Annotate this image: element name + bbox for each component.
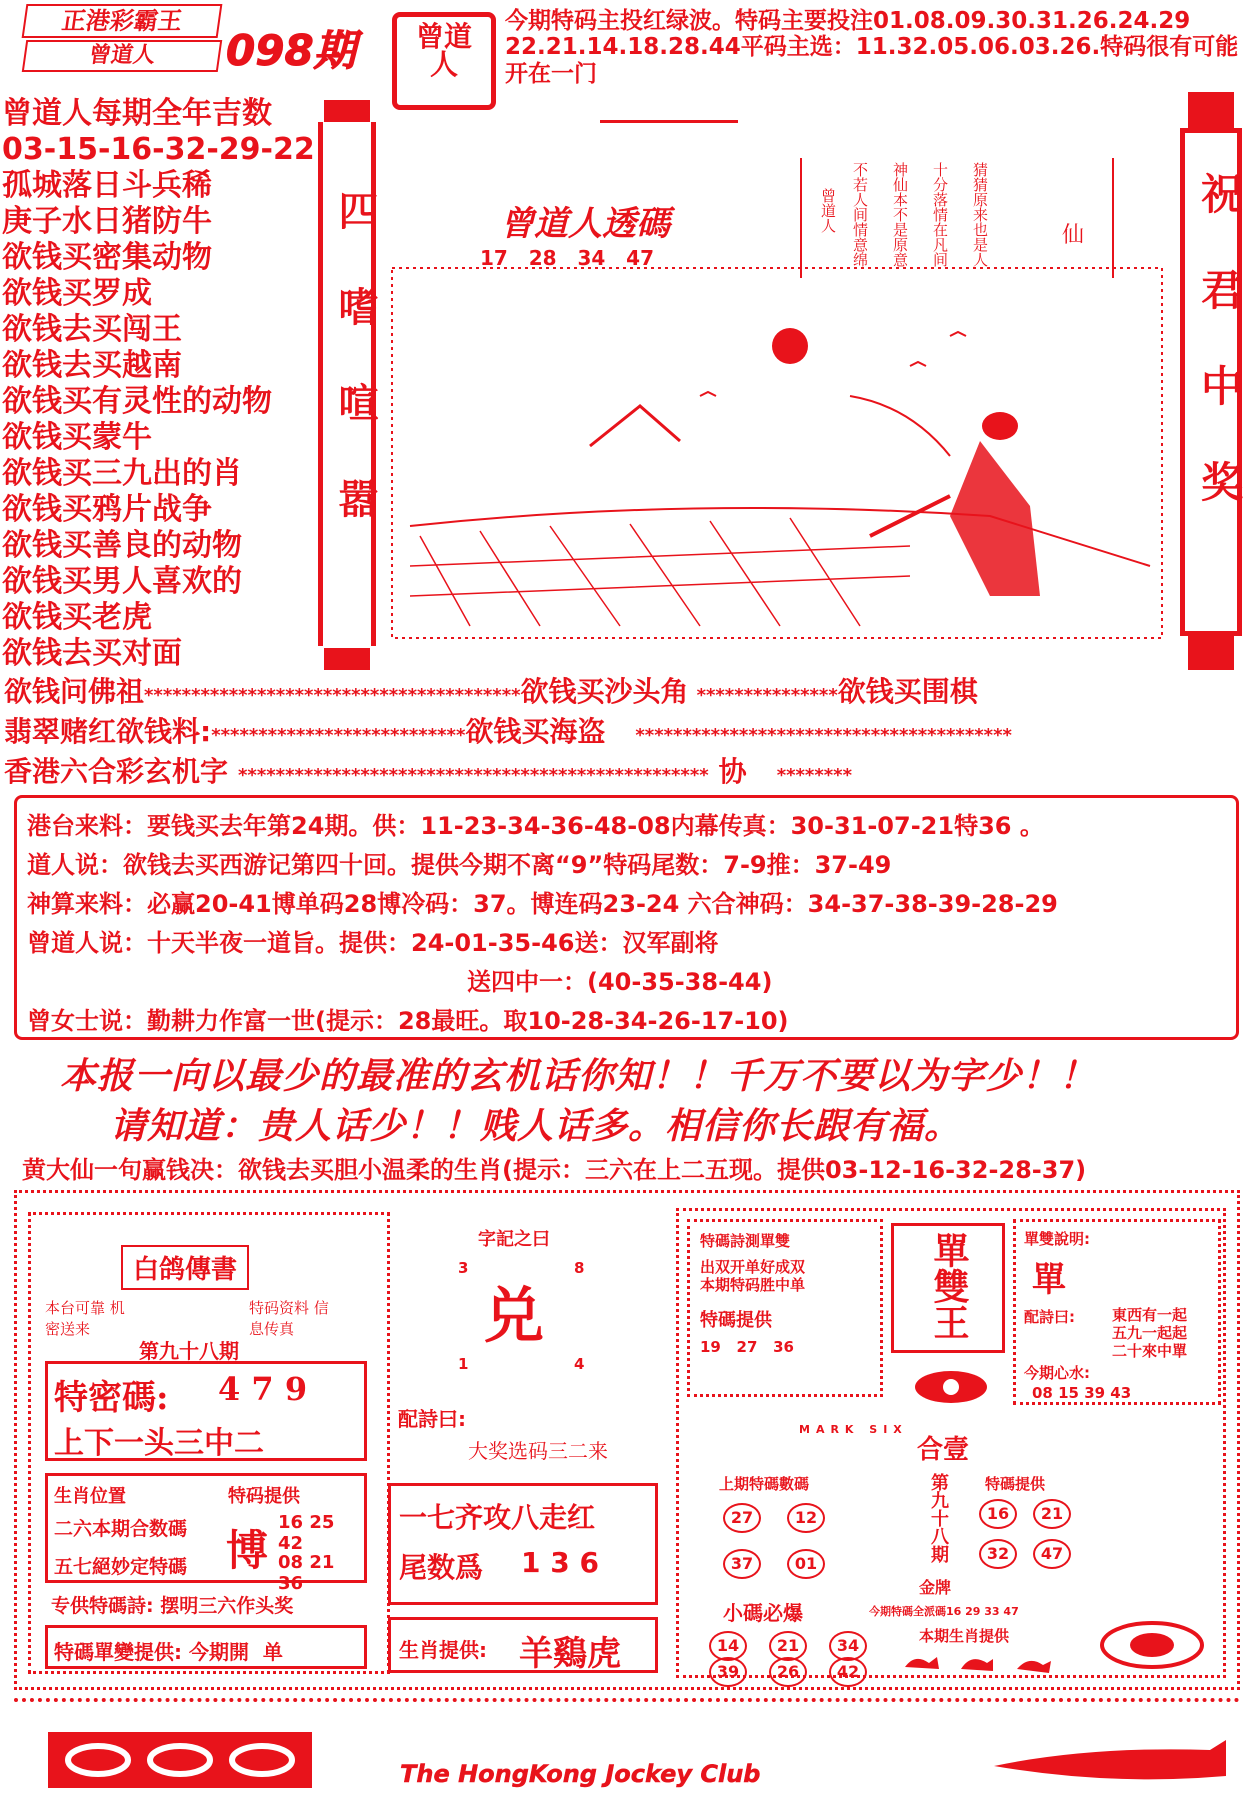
fisherman-illustration	[390, 266, 1170, 646]
sub-title: 上期特碼數碼	[719, 1475, 810, 1493]
number-circle: 21	[1033, 1499, 1071, 1529]
riddle-label: 翡翠赌红欲钱料:	[4, 715, 212, 748]
rt-nums: 08 15 39 43	[1032, 1384, 1132, 1402]
brand-line-1: 正港彩霸王	[22, 4, 223, 38]
list-item: 曾道人每期全年吉数	[2, 96, 272, 131]
jockey-club-name: The HongKong Jockey Club	[400, 1760, 761, 1788]
mid-sub: 金牌	[919, 1578, 952, 1597]
notice-line: 22.21.14.18.28.44平码主选：11.32.05.06.03.26.特码很有可能	[505, 34, 1239, 61]
number-circle: 16	[979, 1499, 1017, 1529]
sx-line: 五七絕妙定特碼	[54, 1556, 188, 1578]
bottom-row-text: 特碼單變提供: 今期開 单	[54, 1640, 283, 1664]
tema-label: 特密碼:	[54, 1378, 169, 1418]
number-circle: 42	[829, 1657, 867, 1687]
riddle-label: 香港六合彩玄机字	[4, 755, 229, 788]
list-item: 欲钱买蒙牛	[2, 420, 152, 455]
riddle-stars: ********	[776, 765, 852, 786]
heji-title: 合壹	[917, 1435, 970, 1465]
number-circle: 12	[787, 1503, 825, 1533]
swoosh-logo-icon	[990, 1736, 1230, 1786]
notice-line: 今期特码主投红绿波。特码主要投注01.08.09.30.31.26.24.29	[505, 8, 1191, 34]
riddle-mid: 协	[718, 755, 747, 788]
riddle-row	[4, 710, 1012, 750]
list-item: 欲钱去买越南	[2, 348, 182, 383]
big-char: 兑	[484, 1282, 544, 1352]
number-circle: 34	[829, 1631, 867, 1661]
center-line1: 一七齐攻八走红	[399, 1501, 596, 1534]
period-label: 第九十八期	[139, 1339, 239, 1363]
corner-num: 3	[458, 1259, 469, 1277]
info-row: 曾女士说：勤耕力作富一世(提示：28最旺。取10-28-34-26-17-10)	[27, 1007, 789, 1035]
corner-num: 1	[458, 1355, 469, 1373]
king-box	[891, 1223, 1005, 1353]
bo-nums: 08 21 36	[278, 1552, 335, 1594]
number-circle: 26	[769, 1657, 807, 1687]
king-title: 單雙王	[928, 1232, 970, 1340]
info-row: 神算来料：必赢20-41博单码28博冷码：37。博连码23-24 六合神码：34-37-38-39-28-29	[27, 890, 1058, 918]
slogan: 本报一向以最少的最准的玄机话你知！！千万不要以为字少！！	[60, 1055, 1097, 1097]
poem-author: 曾道人	[819, 188, 837, 233]
center-picture	[390, 126, 1175, 656]
side-right-note: 特码资料 信息传真	[249, 1299, 329, 1338]
number-circle: 27	[723, 1503, 761, 1533]
tail-value: 1 3 6	[521, 1546, 599, 1579]
bottom-center-panel	[398, 1225, 668, 1685]
code-line: 今期特碼全派碼16 29 33 47	[869, 1605, 1019, 1618]
issue-number: 098期	[226, 26, 356, 75]
poem-box	[800, 158, 1114, 278]
number-circle: 32	[979, 1539, 1017, 1569]
box1-nums: 19 27 36	[700, 1338, 794, 1356]
picture-numbers: 17 28 34 47	[480, 246, 654, 270]
bo-char: 博	[226, 1526, 269, 1575]
riddle-stars: ***************	[696, 685, 838, 706]
dotted-divider	[14, 1698, 1240, 1702]
list-item: 欲钱去买闯王	[2, 312, 182, 347]
left-list	[2, 96, 315, 672]
brand-line-2: 曾道人	[22, 40, 222, 72]
riddle-row	[4, 750, 852, 790]
brand-logo	[24, 4, 220, 70]
mid-title: 第九十八期	[928, 1473, 949, 1563]
list-item: 欲钱买罗成	[2, 276, 152, 311]
list-item: 03-15-16-32-29-22	[2, 132, 315, 167]
riddle-stars: ****************************************	[635, 725, 1012, 746]
scroll-text: 祝君中奖	[1195, 172, 1244, 556]
top-notice	[505, 8, 1250, 87]
tail-label: 尾数爲	[399, 1551, 484, 1584]
animal-icons	[899, 1647, 1059, 1677]
slogan: 请知道：贵人话少！！贱人话多。相信你长跟有福。	[110, 1105, 962, 1147]
seal-text: 曾道人	[415, 20, 472, 81]
tema-poem: 专供特碼詩: 摆明三六作头奖	[51, 1595, 294, 1617]
list-item: 庚子水日猪防牛	[2, 204, 212, 239]
tema-line2: 上下一头三中二	[54, 1426, 264, 1461]
rt-water: 今期心水:	[1024, 1364, 1090, 1382]
shengxiao-box	[45, 1473, 367, 1594]
list-item: 欲钱去买对面	[2, 636, 182, 671]
info-box	[14, 795, 1239, 1040]
scroll-text: 四嗜喧嚣	[332, 190, 379, 574]
tema-box	[45, 1361, 367, 1461]
list-item: 欲钱买善良的动物	[2, 528, 242, 563]
box1-title: 特碼詩測單雙	[700, 1232, 791, 1250]
notice-underline	[600, 120, 738, 123]
right-scroll	[1180, 92, 1242, 670]
center-lower-box	[388, 1483, 658, 1605]
number-circle: 21	[769, 1631, 807, 1661]
poem-line: 神仙本不是原意	[891, 162, 909, 267]
riddle-end: 欲钱买围棋	[837, 675, 978, 708]
riddle-stars: ***************************	[211, 725, 466, 746]
number-circle: 14	[709, 1631, 747, 1661]
left-scroll	[318, 100, 379, 670]
mark-six-strip: MARK SIX	[799, 1423, 908, 1436]
poem-line: 十分落情在凡间	[931, 162, 949, 267]
box1-line: 本期特码胜中单	[700, 1276, 806, 1294]
center-poem-label: 配詩曰:	[398, 1407, 466, 1431]
sx-label: 生肖位置	[54, 1486, 126, 1507]
tema-value: 4 7 9	[218, 1370, 308, 1408]
poem-label: 仙	[1062, 223, 1085, 248]
sx-line: 二六本期合数碼	[54, 1518, 188, 1540]
shuang-box	[687, 1219, 883, 1397]
box1-line: 出双开单好成双	[700, 1258, 806, 1276]
side-left-note: 本台可靠 机密送来	[45, 1299, 125, 1338]
riddle-stars: ****************************************	[144, 685, 521, 706]
sx-box	[388, 1617, 658, 1673]
small-code-label: 小碼必爆	[723, 1601, 803, 1625]
list-item: 孤城落日斗兵稀	[2, 168, 212, 203]
animal-label: 本期生肖提供	[919, 1627, 1010, 1645]
pigeon-title: 白鸽傳書	[121, 1245, 249, 1290]
rt-line: 五九一起起	[1112, 1324, 1188, 1342]
riddle-mid: 欲钱买海盗	[465, 715, 606, 748]
list-item: 欲钱买老虎	[2, 600, 152, 635]
notice-line: 开在一门	[505, 60, 597, 87]
riddle-label: 欲钱问佛祖	[4, 675, 145, 708]
corner-num: 4	[574, 1355, 585, 1373]
tejiao-label: 特码提供	[228, 1486, 300, 1507]
bottom-right-panel	[676, 1208, 1226, 1681]
list-item: 欲钱买男人喜欢的	[2, 564, 242, 599]
explain-box	[1013, 1219, 1221, 1405]
char-title: 字記之曰	[478, 1229, 550, 1250]
number-circle: 39	[709, 1657, 747, 1687]
huang-daxian-line: 黄大仙一句赢钱决：欲钱去买胆小温柔的生肖(提示：三六在上二五现。提供03-12-16-32-28-37)	[22, 1156, 1087, 1184]
rt-label: 配詩曰:	[1024, 1308, 1075, 1326]
picture-title: 曾道人透碼	[500, 204, 670, 244]
list-item: 欲钱买密集动物	[2, 240, 212, 275]
rt-line: 二十來中單	[1112, 1342, 1188, 1360]
bo-nums: 16 25 42	[278, 1512, 335, 1554]
box1-provide: 特碼提供	[700, 1310, 772, 1331]
sx-provide: 羊鷄虎	[519, 1634, 621, 1674]
rt-big: 單	[1032, 1260, 1066, 1300]
rt-line: 東西有一起	[1112, 1306, 1188, 1324]
poem-line: 不若人间情意绵	[851, 162, 869, 267]
riddle-row	[4, 670, 978, 710]
rt-title: 單雙說明:	[1024, 1230, 1090, 1248]
sx-provide-label: 生肖提供:	[399, 1638, 487, 1662]
poem-line: 猜猜原来也是人	[971, 162, 989, 267]
riddle-stars: **************************************************	[238, 765, 709, 786]
number-circle: 01	[787, 1549, 825, 1579]
info-row: 道人说：欲钱去买西游记第四十回。提供今期不离“9”特码尾数：7-9推：37-49	[27, 851, 892, 879]
bottom-left-panel	[28, 1212, 390, 1674]
info-row: 港台来料：要钱买去年第24期。供：11-23-34-36-48-08内幕传真：30-31-07-21特36 。	[27, 812, 1044, 840]
list-item: 欲钱买三九出的肖	[2, 456, 242, 491]
riddle-mid: 欲钱买沙头角	[520, 675, 689, 708]
center-poem: 大奖选码三二来	[468, 1439, 608, 1463]
corner-num: 8	[574, 1259, 585, 1277]
chain-logo-icon	[48, 1732, 312, 1788]
info-row: 送四中一：(40-35-38-44)	[467, 968, 773, 996]
flower-icon	[911, 1367, 991, 1407]
number-circle: 37	[723, 1549, 761, 1579]
list-item: 欲钱买有灵性的动物	[2, 384, 272, 419]
bottom-row-box	[45, 1625, 367, 1669]
list-item: 欲钱买鸦片战争	[2, 492, 212, 527]
seal-logo	[392, 12, 496, 110]
right-title: 特碼提供	[985, 1475, 1046, 1493]
info-row: 曾道人说：十天半夜一道旨。提供：24-01-35-46送：汉军副将	[27, 929, 719, 957]
seal-emblem	[1097, 1619, 1207, 1671]
number-circle: 47	[1033, 1539, 1071, 1569]
